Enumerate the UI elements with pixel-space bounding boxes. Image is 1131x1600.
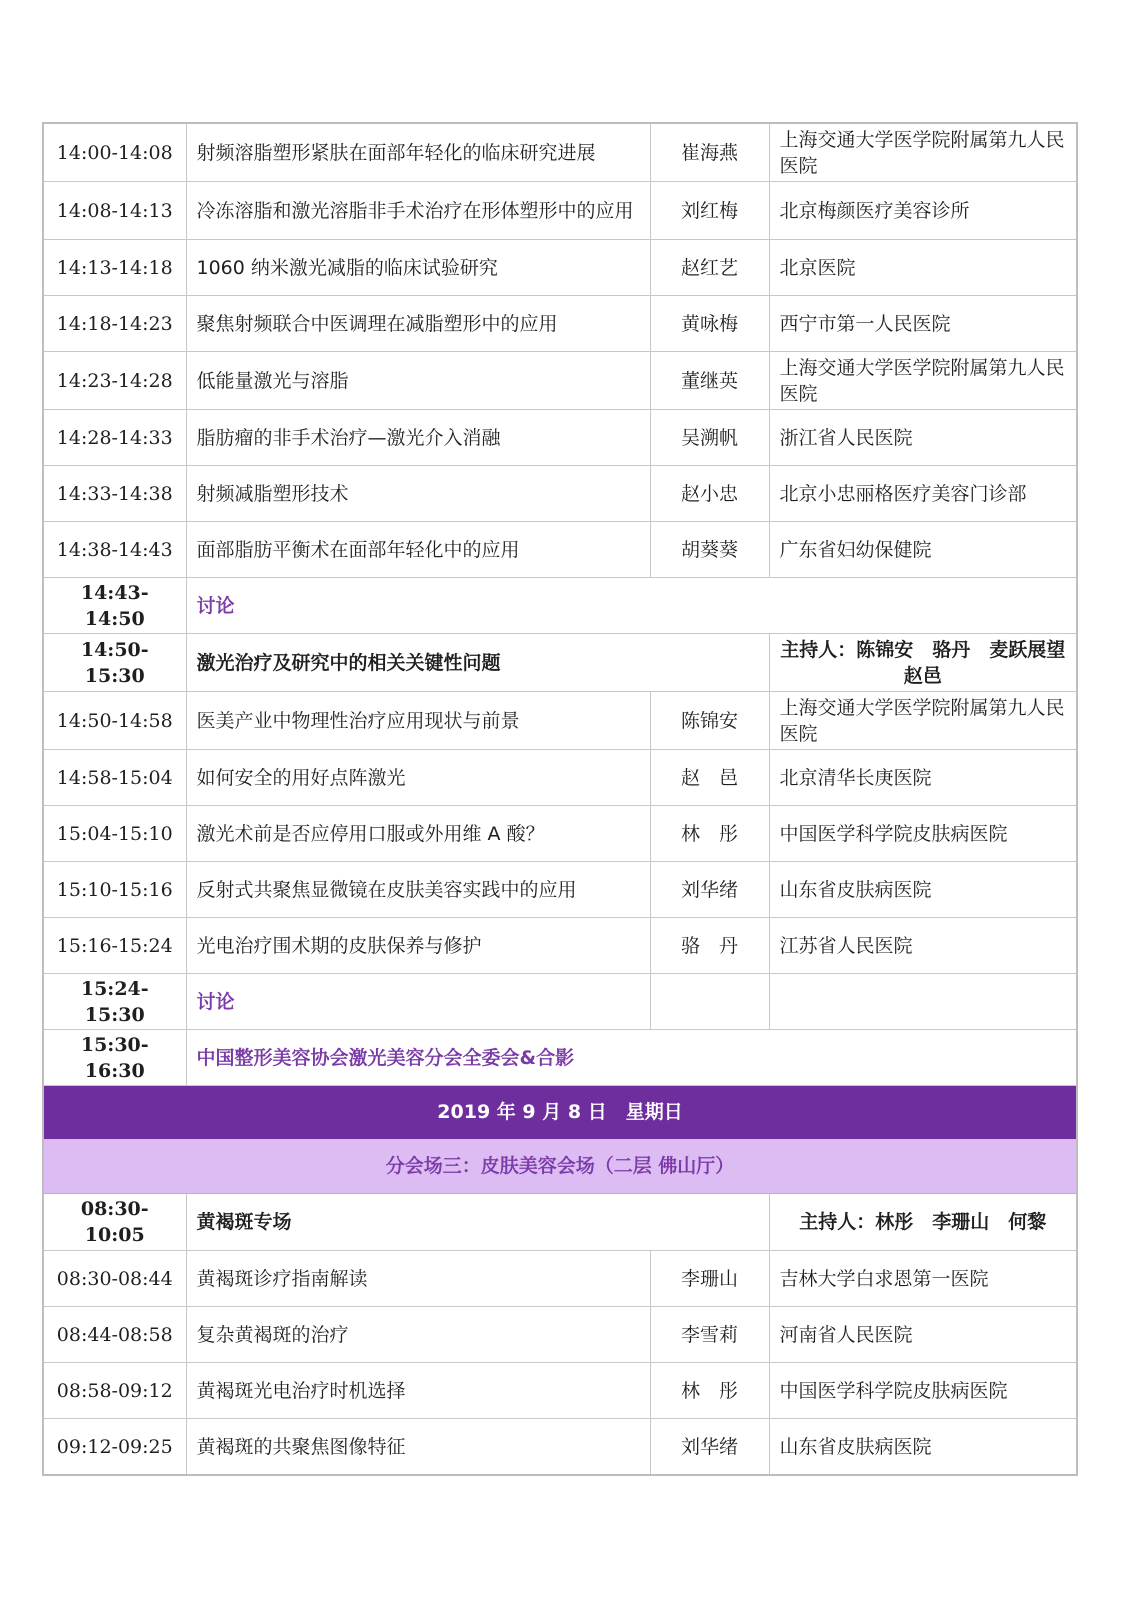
- topic-cell: 如何安全的用好点阵激光: [186, 750, 650, 806]
- time-cell: 08:30-10:05: [43, 1194, 186, 1251]
- table-row: [43, 466, 1077, 522]
- topic-cell: 黄褐斑的共聚焦图像特征: [186, 1419, 650, 1476]
- venue-banner: 分会场三：皮肤美容会场（二层 佛山厅）: [43, 1139, 1077, 1194]
- topic-cell: 复杂黄褐斑的治疗: [186, 1307, 650, 1363]
- topic-cell: 光电治疗围术期的皮肤保养与修护: [186, 918, 650, 974]
- topic-cell: 冷冻溶脂和激光溶脂非手术治疗在形体塑形中的应用: [186, 182, 650, 240]
- topic-cell: 激光术前是否应停用口服或外用维 A 酸？: [186, 806, 650, 862]
- speaker-cell: 崔海燕: [650, 123, 769, 182]
- schedule-table: [42, 122, 1104, 1476]
- institution-cell: 江苏省人民医院: [769, 918, 1077, 974]
- date-banner-row: [43, 1086, 1077, 1139]
- topic-cell: 黄褐斑光电治疗时机选择: [186, 1363, 650, 1419]
- session-hosts: 主持人：林彤 李珊山 何黎: [769, 1194, 1077, 1251]
- table-row: [43, 123, 1077, 182]
- meeting-row: [43, 1030, 1077, 1086]
- time-cell: 14:43-14:50: [43, 578, 186, 634]
- table-row: [43, 918, 1077, 974]
- speaker-cell: 胡葵葵: [650, 522, 769, 578]
- institution-cell: 广东省妇幼保健院: [769, 522, 1077, 578]
- speaker-cell: 刘华绪: [650, 862, 769, 918]
- topic-cell: 反射式共聚焦显微镜在皮肤美容实践中的应用: [186, 862, 650, 918]
- table-row: [43, 692, 1077, 750]
- speaker-cell: 赵红艺: [650, 240, 769, 296]
- time-cell: 14:18-14:23: [43, 296, 186, 352]
- table-row: [43, 410, 1077, 466]
- time-cell: 14:58-15:04: [43, 750, 186, 806]
- institution-cell: 河南省人民医院: [769, 1307, 1077, 1363]
- venue-banner-row: [43, 1139, 1077, 1194]
- discussion-label: 讨论: [186, 578, 1077, 634]
- speaker-cell: 吴溯帆: [650, 410, 769, 466]
- time-cell: 15:10-15:16: [43, 862, 186, 918]
- time-cell: 14:13-14:18: [43, 240, 186, 296]
- speaker-cell: 黄咏梅: [650, 296, 769, 352]
- discussion-row: [43, 974, 1077, 1030]
- topic-cell: 聚焦射频联合中医调理在减脂塑形中的应用: [186, 296, 650, 352]
- topic-cell: 黄褐斑诊疗指南解读: [186, 1251, 650, 1307]
- institution-cell: 北京清华长庚医院: [769, 750, 1077, 806]
- topic-cell: 低能量激光与溶脂: [186, 352, 650, 410]
- meeting-title: 中国整形美容协会激光美容分会全委会&合影: [186, 1030, 1077, 1086]
- speaker-cell: 骆 丹: [650, 918, 769, 974]
- time-cell: 14:23-14:28: [43, 352, 186, 410]
- institution-cell: 上海交通大学医学院附属第九人民医院: [769, 352, 1077, 410]
- speaker-cell: 林 彤: [650, 1363, 769, 1419]
- institution-cell: 中国医学科学院皮肤病医院: [769, 806, 1077, 862]
- table-row: [43, 240, 1077, 296]
- topic-cell: 射频减脂塑形技术: [186, 466, 650, 522]
- topic-cell: 医美产业中物理性治疗应用现状与前景: [186, 692, 650, 750]
- time-cell: 15:04-15:10: [43, 806, 186, 862]
- speaker-cell: 赵 邑: [650, 750, 769, 806]
- table-row: [43, 352, 1077, 410]
- empty-cell: [769, 974, 1077, 1030]
- table-row: [43, 750, 1077, 806]
- time-cell: 15:30-16:30: [43, 1030, 186, 1086]
- table-row: [43, 1419, 1077, 1476]
- session-title: 黄褐斑专场: [186, 1194, 769, 1251]
- session-title: 激光治疗及研究中的相关关键性问题: [186, 634, 769, 692]
- institution-cell: 山东省皮肤病医院: [769, 1419, 1077, 1476]
- topic-cell: 射频溶脂塑形紧肤在面部年轻化的临床研究进展: [186, 123, 650, 182]
- institution-cell: 浙江省人民医院: [769, 410, 1077, 466]
- discussion-label: 讨论: [186, 974, 650, 1030]
- time-cell: 14:33-14:38: [43, 466, 186, 522]
- session-header-row: [43, 1194, 1077, 1251]
- institution-cell: 吉林大学白求恩第一医院: [769, 1251, 1077, 1307]
- time-cell: 14:38-14:43: [43, 522, 186, 578]
- time-cell: 14:50-15:30: [43, 634, 186, 692]
- institution-cell: 北京小忠丽格医疗美容门诊部: [769, 466, 1077, 522]
- time-cell: 09:12-09:25: [43, 1419, 186, 1476]
- topic-cell: 面部脂肪平衡术在面部年轻化中的应用: [186, 522, 650, 578]
- institution-cell: 山东省皮肤病医院: [769, 862, 1077, 918]
- speaker-cell: 陈锦安: [650, 692, 769, 750]
- discussion-row: [43, 578, 1077, 634]
- table-row: [43, 296, 1077, 352]
- speaker-cell: 刘红梅: [650, 182, 769, 240]
- time-cell: 14:28-14:33: [43, 410, 186, 466]
- time-cell: 14:00-14:08: [43, 123, 186, 182]
- time-cell: 08:30-08:44: [43, 1251, 186, 1307]
- institution-cell: 北京医院: [769, 240, 1077, 296]
- institution-cell: 上海交通大学医学院附属第九人民医院: [769, 692, 1077, 750]
- topic-cell: 脂肪瘤的非手术治疗—激光介入消融: [186, 410, 650, 466]
- speaker-cell: 董继英: [650, 352, 769, 410]
- speaker-cell: 赵小忠: [650, 466, 769, 522]
- table-row: [43, 182, 1077, 240]
- table-row: [43, 862, 1077, 918]
- table-row: [43, 1307, 1077, 1363]
- table-row: [43, 1251, 1077, 1307]
- speaker-cell: 刘华绪: [650, 1419, 769, 1476]
- time-cell: 15:24-15:30: [43, 974, 186, 1030]
- table-row: [43, 522, 1077, 578]
- empty-cell: [650, 974, 769, 1030]
- time-cell: 08:44-08:58: [43, 1307, 186, 1363]
- institution-cell: 西宁市第一人民医院: [769, 296, 1077, 352]
- time-cell: 15:16-15:24: [43, 918, 186, 974]
- date-banner: 2019 年 9 月 8 日 星期日: [43, 1086, 1077, 1139]
- speaker-cell: 林 彤: [650, 806, 769, 862]
- session-hosts: 主持人：陈锦安 骆丹 麦跃展望 赵邑: [769, 634, 1077, 692]
- time-cell: 14:50-14:58: [43, 692, 186, 750]
- time-cell: 08:58-09:12: [43, 1363, 186, 1419]
- institution-cell: 上海交通大学医学院附属第九人民医院: [769, 123, 1077, 182]
- speaker-cell: 李珊山: [650, 1251, 769, 1307]
- institution-cell: 中国医学科学院皮肤病医院: [769, 1363, 1077, 1419]
- speaker-cell: 李雪莉: [650, 1307, 769, 1363]
- table-row: [43, 1363, 1077, 1419]
- institution-cell: 北京梅颜医疗美容诊所: [769, 182, 1077, 240]
- table-row: [43, 806, 1077, 862]
- topic-cell: 1060 纳米激光减脂的临床试验研究: [186, 240, 650, 296]
- session-header-row: [43, 634, 1077, 692]
- time-cell: 14:08-14:13: [43, 182, 186, 240]
